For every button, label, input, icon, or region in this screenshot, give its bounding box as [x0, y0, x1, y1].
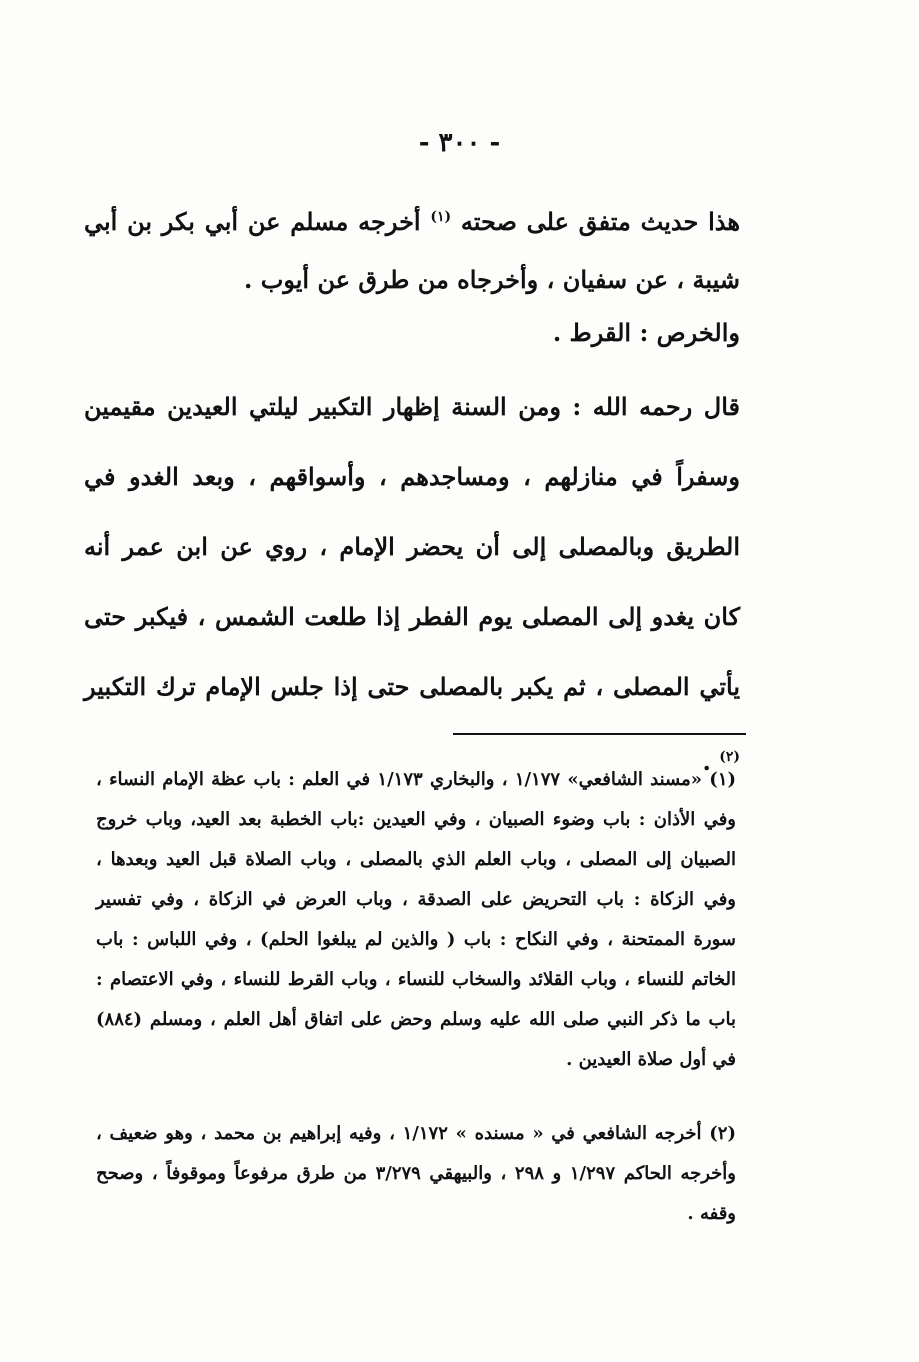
footnote-separator — [453, 733, 746, 735]
paragraph-3-end: . — [702, 747, 711, 776]
paragraph-3-text: قال رحمه الله : ومن السنة إظهار التكبير ليلتي العيدين مقيمين وسفراً في منازلهم ، ومساجدهم ، وأسواقهم ، وبعد الغدو في الطريق وبالمصلى إلى أن يحضر الإمام ، روي عن ابن عمر أنه كان يغدو إلى المصلى يوم الفطر إذا طلعت الشمس ، فيكبر حتى يأتي المصلى ، ثم يكبر بالمصلى حتى إذا جلس الإمام ترك التكبير — [84, 392, 740, 701]
paragraph-1-text-a: هذا حديث متفق على صحته — [460, 207, 741, 236]
paragraph-hadith-source — [84, 188, 740, 309]
page-number: - ٣٠٠ - — [418, 128, 501, 158]
footnote-2: (٢) أخرجه الشافعي في « مسنده » ١/١٧٢ ، وفيه إبراهيم بن محمد ، وهو ضعيف ، وأخرجه الحاكم ١/٢٩٧ و ٢٩٨ ، والبيهقي ٣/٢٧٩ من طرق مرفوعاً وموقوفاً ، وصحح وقفه . — [96, 1123, 736, 1224]
footnote-ref-1: (١) — [430, 209, 452, 225]
paragraph-definition: والخرص : القرط . — [552, 318, 740, 347]
paragraph-1-text-b: أخرجه مسلم عن أبي بكر بن أبي شيبة ، عن سفيان ، وأخرجاه من طرق عن أيوب . — [84, 207, 740, 294]
footnote-ref-2: (٢) — [719, 749, 740, 765]
footnote-1: (١) «مسند الشافعي» ١/١٧٧ ، والبخاري ١/١٧٣ في العلم : باب عظة الإمام النساء ، وفي الأذان : باب وضوء الصبيان ، وفي العيدين :باب الخطبة بعد العيد، وباب خروج الصبيان إلى المصلى ، وباب العلم الذي بالمصلى ، وباب الصلاة قبل العيد وبعدها ، وفي الزكاة : باب التحريض على الصدقة ، وباب العرض في الزكاة ، وفي تفسير سورة الممتحنة ، وفي النكاح : باب ( والذين لم يبلغوا الحلم) ، وفي اللباس : باب الخاتم للنساء ، وباب القلائد والسخاب للنساء ، وباب القرط للنساء ، وفي الاعتصام : باب ما ذكر النبي صلى الله عليه وسلم وحض على اتفاق أهل العلم ، ومسلم (٨٨٤) في أول صلاة العيدين . — [96, 769, 737, 1070]
